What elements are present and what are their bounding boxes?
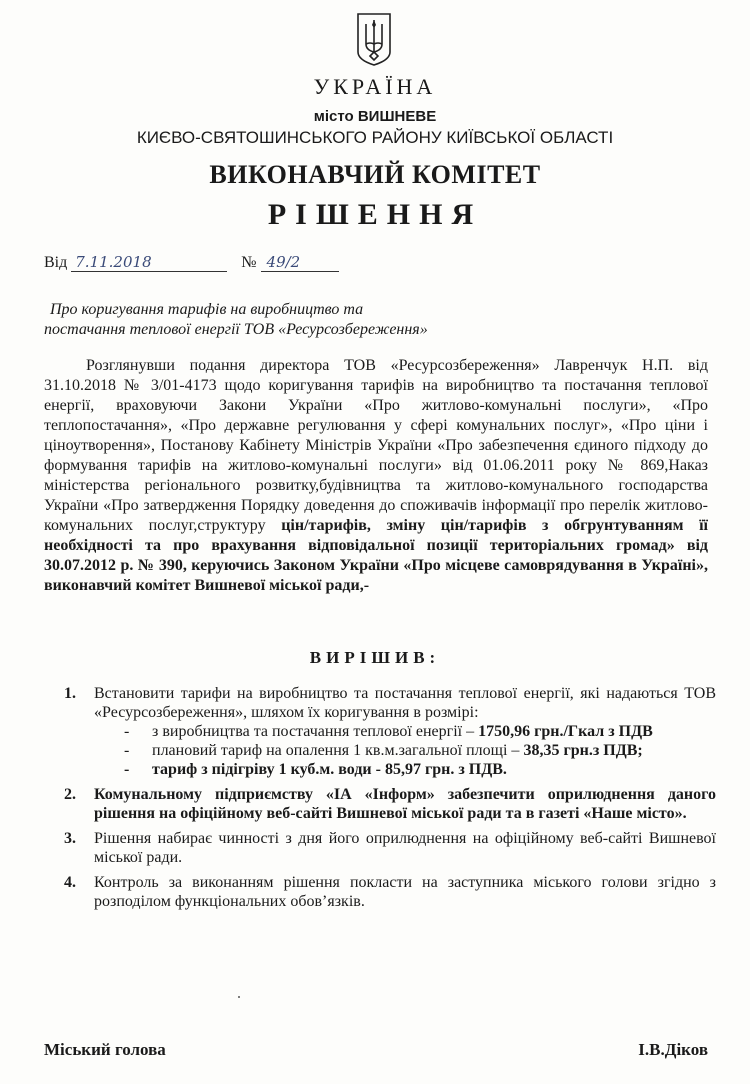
committee-title: ВИКОНАВЧИЙ КОМІТЕТ [209, 160, 541, 189]
item-text: Контроль за виконанням рішення покласти на заступника міського голови згідно з розподілом функціональних обов’язків. [94, 874, 716, 910]
item-text: Встановити тарифи на виробництво та постачання теплової енергії, які надаються ТОВ «Ресурсозбереження», шляхом їх коригування в розмірі: [94, 685, 716, 721]
tariff-item: - плановий тариф на опалення 1 кв.м.загальної площі – 38,35 грн.з ПДВ; [124, 742, 643, 759]
list-item [64, 684, 716, 779]
item-number: 2. [64, 786, 76, 803]
tariff-item: - тариф з підігріву 1 куб.м. води - 85,97 грн. з ПДВ. [124, 761, 507, 778]
resolution-items [64, 684, 716, 917]
tariff-value: 1750,96 грн./Гкал з ПДВ [478, 723, 653, 740]
document-type-title: РІШЕННЯ [267, 198, 483, 231]
signature-name: І.В.Діков [638, 1040, 708, 1059]
subject-line-2: постачання теплової енергії ТОВ «Ресурсозбереження» [44, 321, 428, 338]
number-label: № [241, 254, 257, 271]
list-item [64, 873, 716, 911]
tariff-item: - з виробництва та постачання теплової енергії – 1750,96 грн./Гкал з ПДВ [124, 723, 653, 740]
item-number: 4. [64, 874, 76, 891]
item-number: 3. [64, 830, 76, 847]
preamble-text-bold: цін/тарифів, зміну цін/тарифів з обгрунтуванням її необхідності та про врахування відповідальної позиції територіальних громад» від 30.07.2012 р. № 390, керуючись Законом України «Про місцеве самоврядування в Україні», виконавчий комітет Вишневої міської ради,- [44, 517, 709, 594]
tariff-value: тариф з підігріву 1 куб.м. води - 85,97 грн. з ПДВ. [152, 761, 507, 778]
preamble-text: Розглянувши подання директора ТОВ «Ресурсозбереження» Лавренчук Н.П. від 31.10.2018 № 3/01-4173 щодо коригування тарифів на виробництво та постачання теплової енергії, враховуючи Закони України «Про житлово-комунальні послуги», «Про теплопостачання», «Про державне регулювання у сфері комунальних послуг», «Про ціни і ціноутворення», Постанову Кабінету Міністрів України «Про забезпечення єдиного підходу до формування тарифів на житлово-комунальні послуги» від 01.06.2011 року № 869,Наказ міністерства регіонального розвитку,будівництва та житлово-комунального господарства України «Про затвердження Порядку доведення до споживачів інформації про перелік житлово-комунальних послуг,структуру [44, 357, 708, 534]
tariff-list [94, 722, 716, 779]
city-name: місто ВИШНЕВЕ [313, 108, 437, 125]
country-title: УКРАЇНА [313, 74, 437, 99]
region-name: КИЄВО-СВЯТОШИНСЬКОГО РАЙОНУ КИЇВСЬКОЇ ОБЛАСТІ [136, 128, 614, 147]
date-number-line [44, 253, 339, 272]
list-item [64, 785, 716, 823]
preamble [44, 356, 708, 596]
date-label: Від [44, 254, 68, 271]
tariff-value: 38,35 грн.з ПДВ; [523, 742, 643, 759]
subject-line-1: Про коригування тарифів на виробництво та [50, 301, 364, 318]
list-item [64, 829, 716, 867]
item-number: 1. [64, 685, 76, 702]
number-value: 49/2 [261, 253, 339, 272]
signature-position: Міський голова [44, 1040, 166, 1059]
item-text: Рішення набирає чинності з дня його оприлюднення на офіційному веб-сайті Вишневої міської ради. [94, 830, 716, 866]
ink-dot [238, 996, 240, 998]
date-value: 7.11.2018 [71, 253, 227, 272]
item-text: Комунальному підприємству «ІА «Інформ» забезпечити оприлюднення даного рішення на офіційному веб-сайті Вишневої міської ради та в газеті «Наше місто». [94, 786, 716, 822]
decision-subject [44, 300, 428, 340]
trident-emblem-icon [356, 12, 392, 66]
resolved-heading: ВИРІШИВ: [309, 648, 441, 667]
